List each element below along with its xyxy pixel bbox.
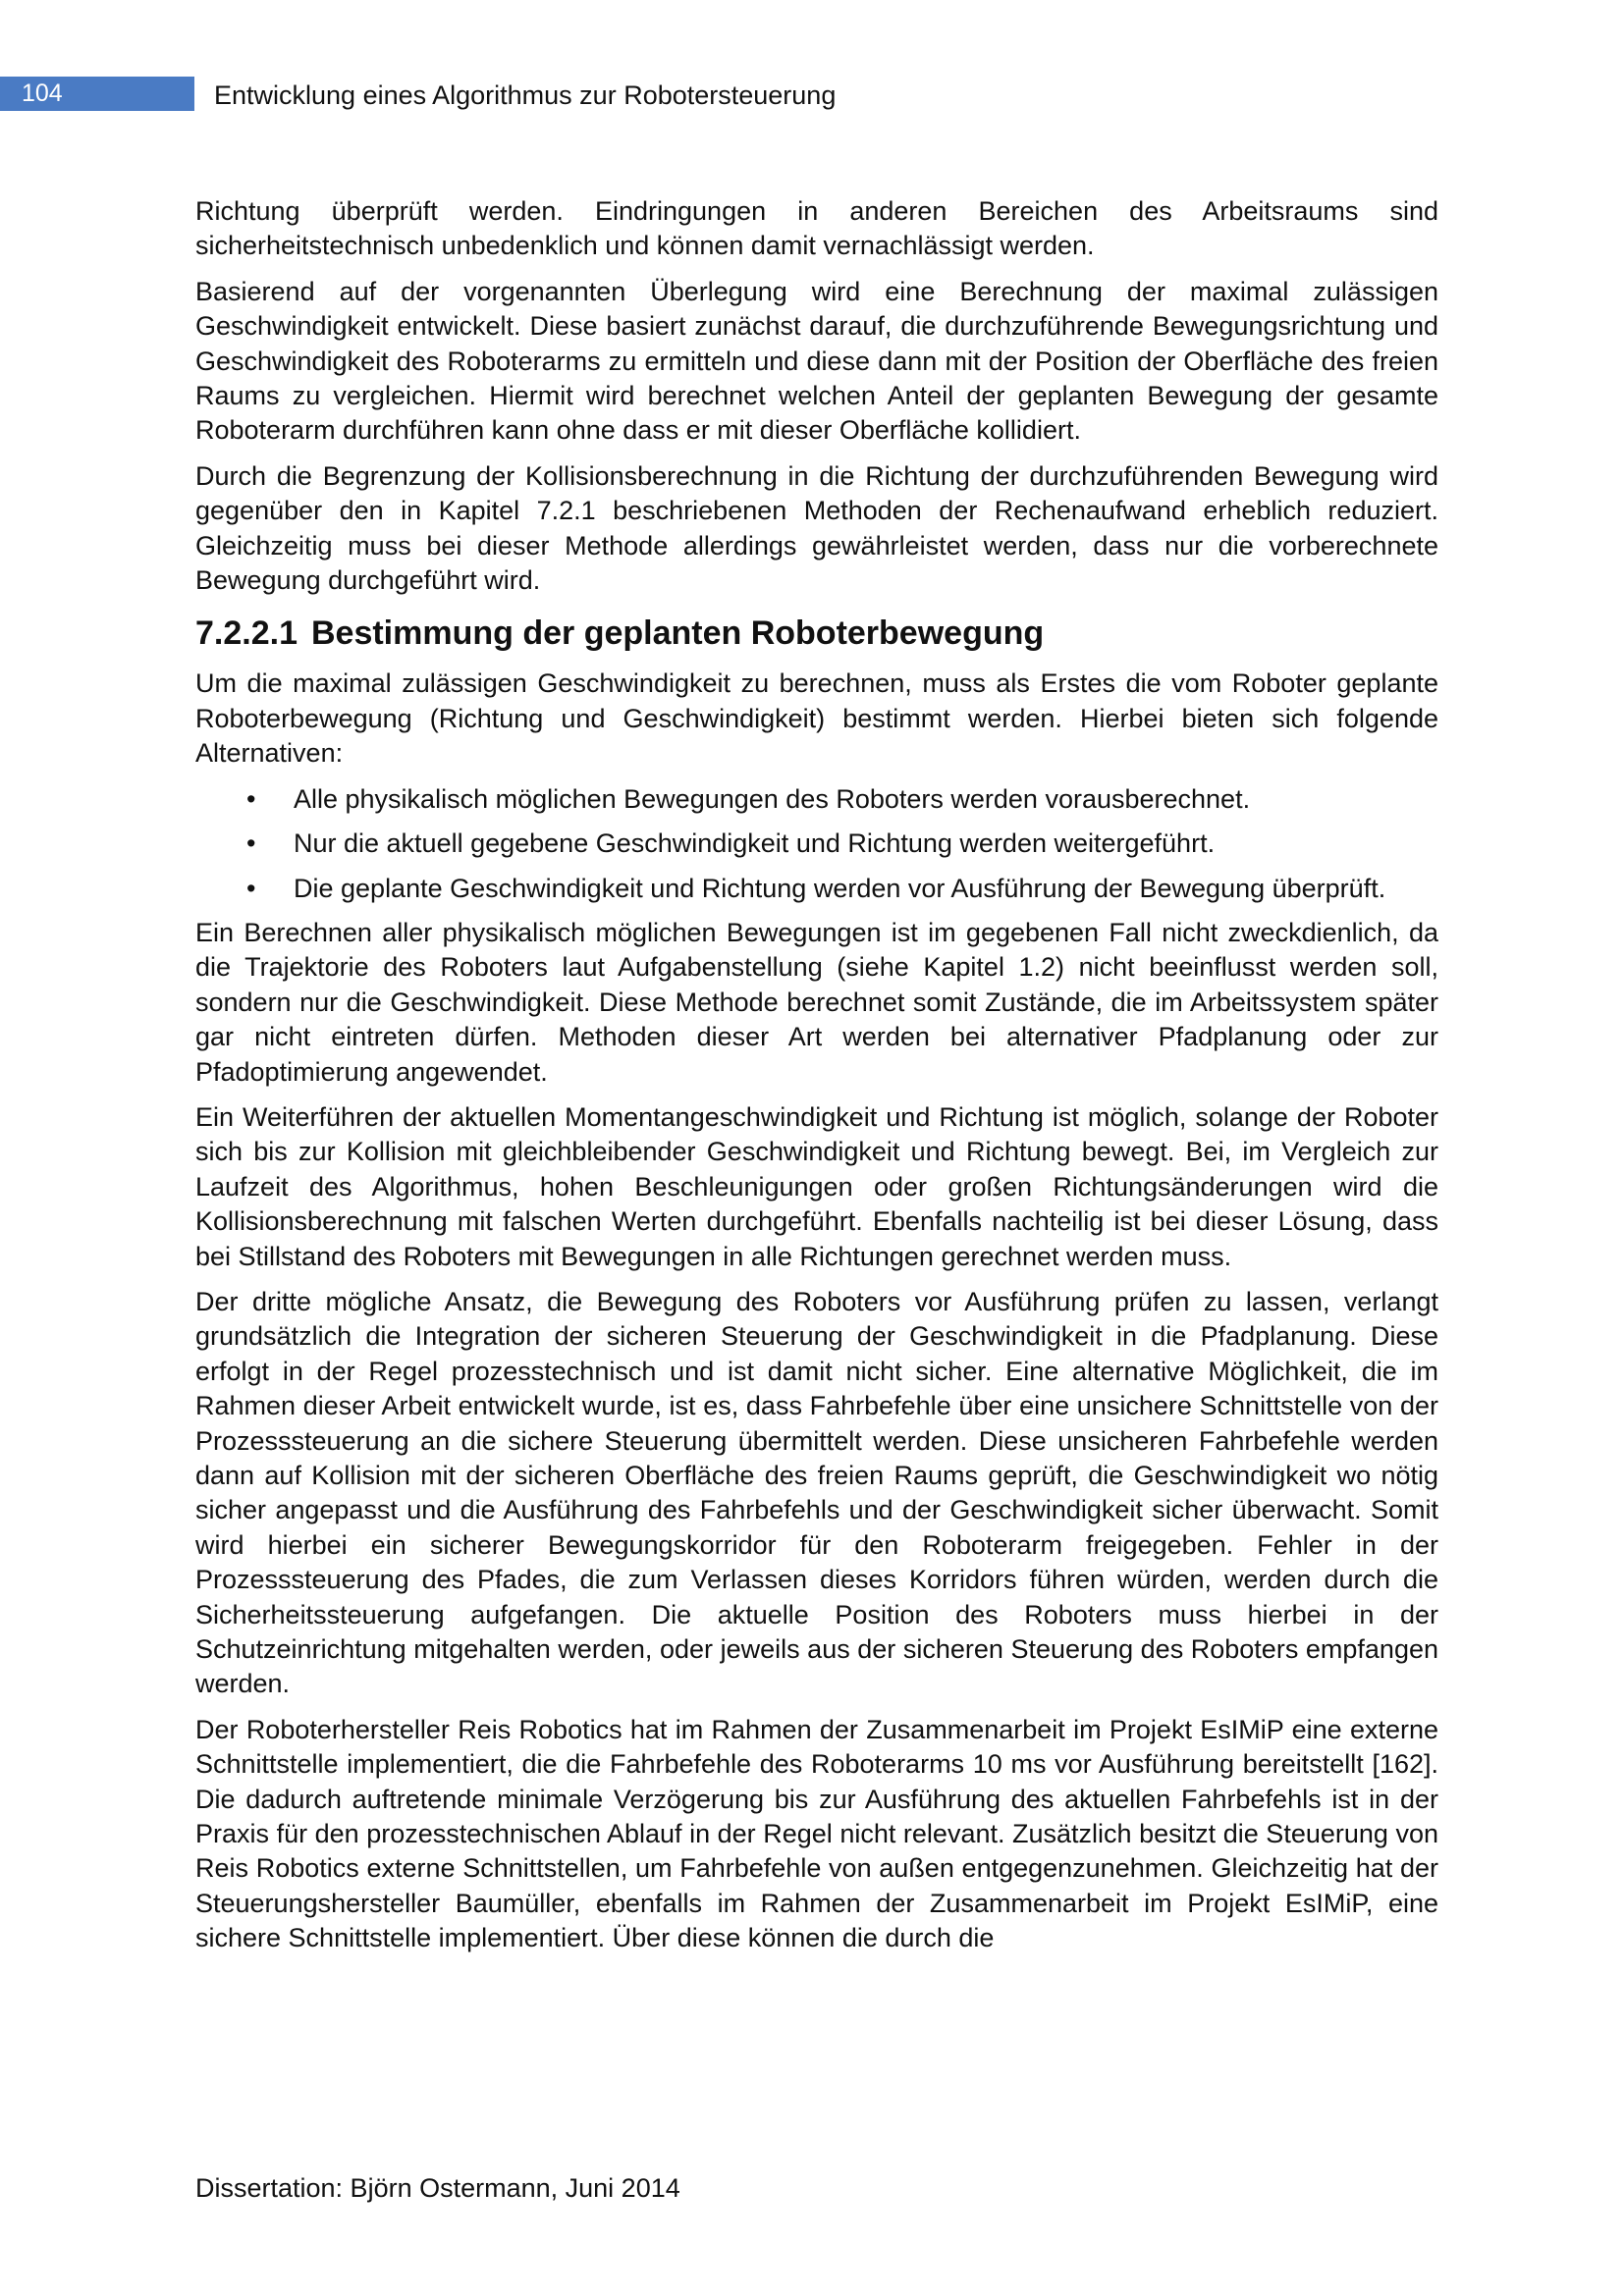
page-number-badge <box>0 77 194 111</box>
bullet-icon: • <box>246 783 256 814</box>
list-item-text: Die geplante Geschwindigkeit und Richtung werden vor Ausführung der Bewegung überprüft. <box>294 873 1386 903</box>
page-footer: Dissertation: Björn Ostermann, Juni 2014 <box>195 2173 680 2203</box>
list-item <box>195 872 1438 906</box>
bullet-icon: • <box>246 873 256 903</box>
section-title: Bestimmung der geplanten Roboterbewegung <box>310 614 1045 653</box>
paragraph: Ein Weiterführen der aktuellen Momentangeschwindigkeit und Richtung ist möglich, solange der Roboter sich bis zur Kollision mit gleichbleibender Geschwindigkeit und Richtung bewegt. Bei, im Vergleich zur Laufzeit des Algorithmus, hohen Beschleunigungen oder großen Richtungsänderungen wird die Kollisionsberechnung mit falschen Werten durchgeführt. Ebenfalls nachteilig ist bei dieser Lösung, dass bei Stillstand des Roboters mit Bewegungen in alle Richtungen gerechnet werden muss. <box>195 1101 1438 1271</box>
list-item-text: Alle physikalisch möglichen Bewegungen des Roboters werden vorausberechnet. <box>294 783 1251 814</box>
running-header-title: Entwicklung eines Algorithmus zur Robotersteuerung <box>214 80 837 110</box>
paragraph: Basierend auf der vorgenannten Überlegung wird eine Berechnung der maximal zulässigen Geschwindigkeit entwickelt. Diese basiert zunächst darauf, die durchzuführende Bewegungsrichtung und Geschwindigkeit des Roboterarms zu ermitteln und diese dann mit der Position der Oberfläche des freien Raums zu vergleichen. Hiermit wird berechnet welchen Anteil der geplanten Bewegung der gesamte Roboterarm durchführen kann ohne dass er mit dieser Oberfläche kollidiert. <box>195 276 1438 446</box>
section-number: 7.2.2.1 <box>195 614 298 653</box>
paragraph: Richtung überprüft werden. Eindringungen in anderen Bereichen des Arbeitsraums sind sicherheitstechnisch unbedenklich und können damit vernachlässigt werden. <box>195 196 1438 261</box>
paragraph: Der dritte mögliche Ansatz, die Bewegung des Roboters vor Ausführung prüfen zu lassen, verlangt grundsätzlich die Integration der sicheren Steuerung der Geschwindigkeit in die Pfadplanung. Diese erfolgt in der Regel prozesstechnisch und ist damit nicht sicher. Eine alternative Möglichkeit, die im Rahmen dieser Arbeit entwickelt wurde, ist es, dass Fahrbefehle über eine unsichere Schnittstelle von der Prozesssteuerung an die sichere Steuerung übermittelt werden. Diese unsicheren Fahrbefehle werden dann auf Kollision mit der sicheren Oberfläche des freien Raums geprüft, die Geschwindigkeit wo nötig sicher angepasst und die Ausführung des Fahrbefehls und der Geschwindigkeit sicher überwacht. Somit wird hierbei ein sicherer Bewegungskorridor für den Roboterarm freigegeben. Fehler in der Prozesssteuerung des Pfades, die zum Verlassen dieses Korridors führen würden, werden durch die Sicherheitssteuerung aufgefangen. Die aktuelle Position des Roboters muss hierbei in der Schutzeinrichtung mitgehalten werden, oder jeweils aus der sicheren Steuerung des Roboters empfangen werden. <box>195 1286 1438 1699</box>
list-item <box>195 827 1438 861</box>
bullet-icon: • <box>246 828 256 859</box>
paragraph: Der Roboterhersteller Reis Robotics hat im Rahmen der Zusammenarbeit im Projekt EsIMiP eine externe Schnittstelle implementiert, die die Fahrbefehle des Roboterarms 10 ms vor Ausführung bereitstellt [162]. Die dadurch auftretende minimale Verzögerung bis zur Ausführung des aktuellen Fahrbefehls ist in der Praxis für den prozesstechnischen Ablauf in der Regel nicht relevant. Zusätzlich besitzt die Steuerung von Reis Robotics externe Schnittstellen, um Fahrbefehle von außen entgegenzunehmen. Gleichzeitig hat der Steuerungshersteller Baumüller, ebenfalls im Rahmen der Zusammenarbeit im Projekt EsIMiP, eine sichere Schnittstelle implementiert. Über diese können die durch die <box>195 1714 1438 1953</box>
list-item-text: Nur die aktuell gegebene Geschwindigkeit und Richtung werden weitergeführt. <box>294 828 1216 859</box>
page-number: 104 <box>22 80 63 107</box>
bullet-list <box>195 782 1438 906</box>
section-heading <box>195 612 1438 655</box>
list-item <box>195 782 1438 817</box>
paragraph: Ein Berechnen aller physikalisch möglichen Bewegungen ist im gegebenen Fall nicht zweckdienlich, da die Trajektorie des Roboters laut Aufgabenstellung (siehe Kapitel 1.2) nicht beeinflusst werden soll, sondern nur die Geschwindigkeit. Diese Methode berechnet somit Zustände, die im Arbeitssystem später gar nicht eintreten dürfen. Methoden dieser Art werden bei alternativer Pfadplanung oder zur Pfadoptimierung angewendet. <box>195 917 1438 1087</box>
paragraph: Durch die Begrenzung der Kollisionsberechnung in die Richtung der durchzuführenden Bewegung wird gegenüber den in Kapitel 7.2.1 beschriebenen Methoden der Rechenaufwand erheblich reduziert. Gleichzeitig muss bei dieser Methode allerdings gewährleistet werden, dass nur die vorberechnete Bewegung durchgeführt wird. <box>195 460 1438 596</box>
paragraph: Um die maximal zulässigen Geschwindigkeit zu berechnen, muss als Erstes die vom Roboter geplante Roboterbewegung (Richtung und Geschwindigkeit) bestimmt werden. Hierbei bieten sich folgende Alternativen: <box>195 668 1438 769</box>
page-body <box>195 194 1438 1967</box>
